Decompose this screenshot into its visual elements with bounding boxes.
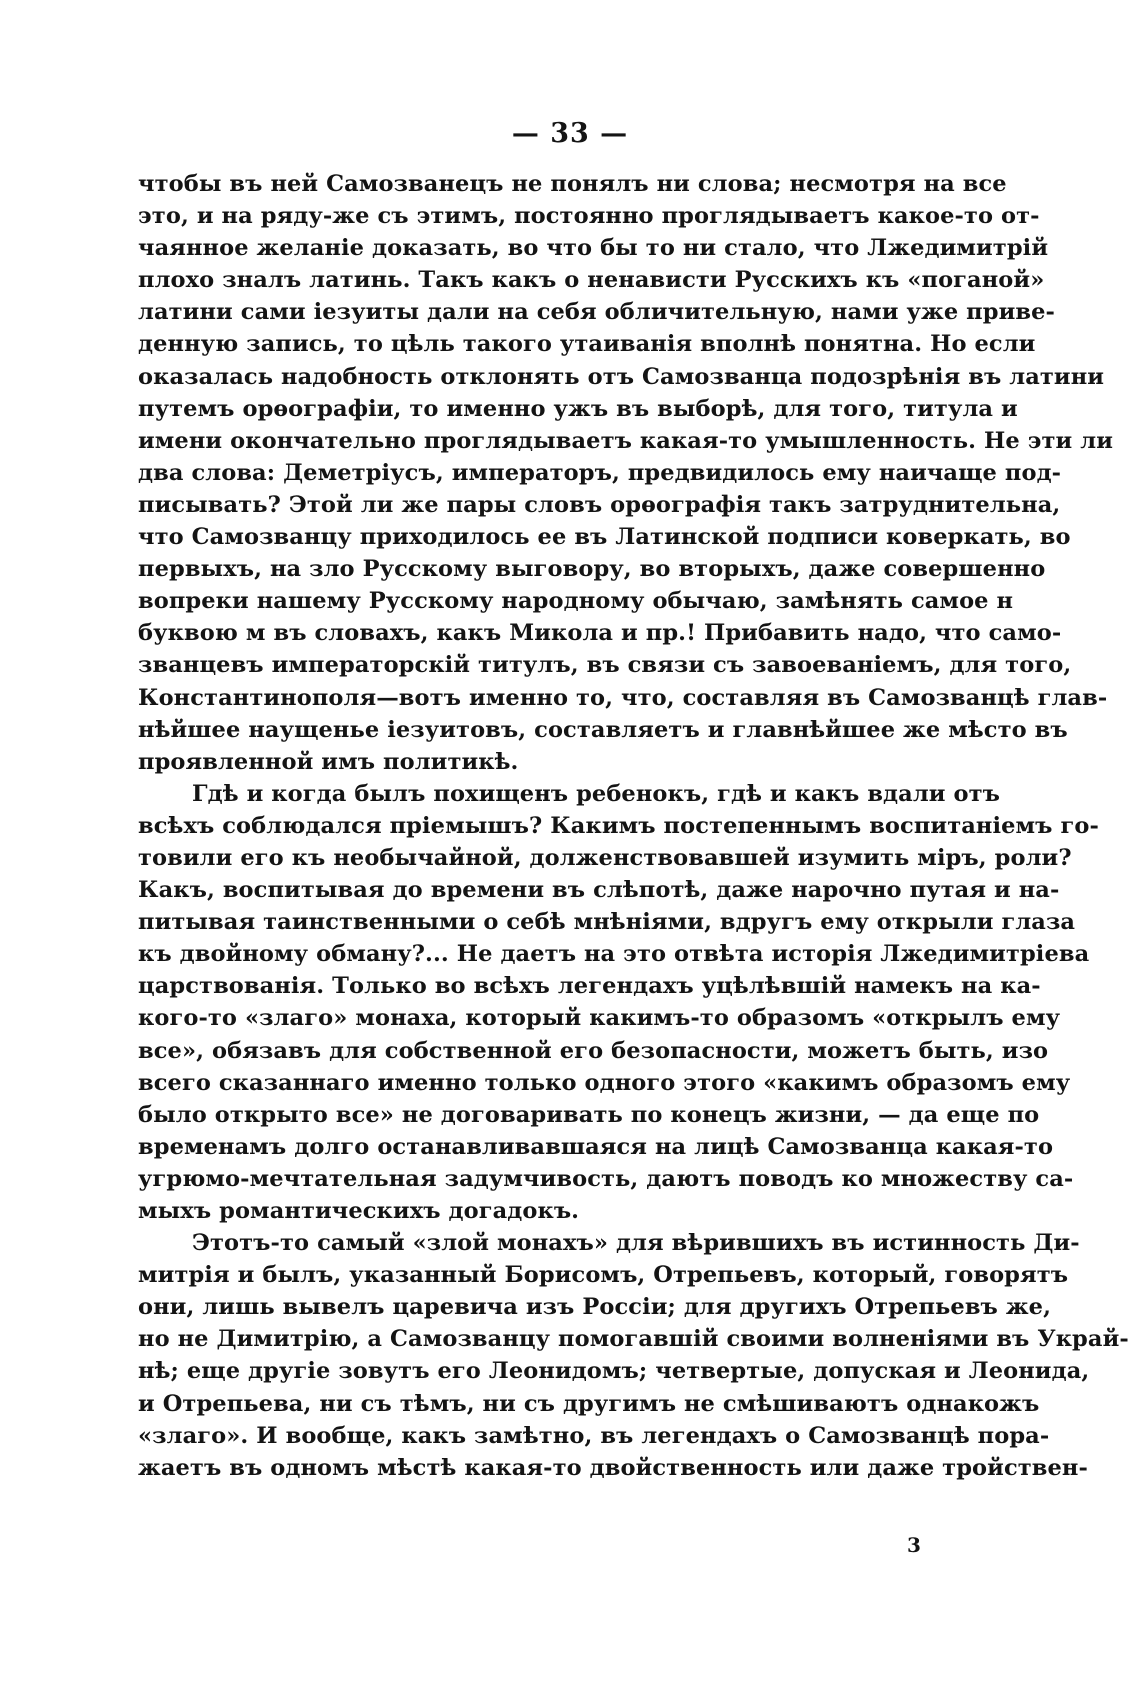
text-line: путемъ орѳографіи, то именно ужъ въ выборѣ, для того, титула и bbox=[138, 395, 1018, 422]
text-line: царствованія. Только во всѣхъ легендахъ уцѣлѣвшій намекъ на ка- bbox=[138, 973, 1041, 1000]
text-line: что Самозванцу приходилось ее въ Латинской подписи коверкать, во bbox=[138, 524, 1071, 551]
text-line: имени окончательно проглядываетъ какая-то умышленность. Не эти ли bbox=[138, 427, 1114, 454]
paragraph-2 bbox=[138, 778, 1099, 1227]
text-line: званцевъ императорскій титулъ, въ связи съ завоеваніемъ, для того, bbox=[138, 652, 1072, 679]
text-line: денную запись, то цѣль такого утаиванія вполнѣ понятна. Но если bbox=[138, 331, 1036, 358]
page-number: — 33 — bbox=[511, 118, 629, 149]
text-line: все», обязавъ для собственной его безопасности, можетъ быть, изо bbox=[138, 1037, 1049, 1064]
body-text bbox=[138, 168, 1129, 1484]
text-line-indent: Гдѣ и когда былъ похищенъ ребенокъ, гдѣ и какъ вдали отъ bbox=[192, 780, 1001, 807]
text-line: и Отрепьева, ни съ тѣмъ, ни съ другимъ не смѣшиваютъ однакожъ bbox=[138, 1390, 1040, 1417]
text-line: латини сами іезуиты дали на себя обличительную, нами уже приве- bbox=[138, 299, 1055, 326]
text-line: питывая таинственными о себѣ мнѣніями, вдругъ ему открыли глаза bbox=[138, 909, 1076, 936]
text-line: кого-то «злаго» монаха, который какимъ-то образомъ «открылъ ему bbox=[138, 1005, 1061, 1032]
text-line: было открыто все» не договаривать по конецъ жизни, — да еще по bbox=[138, 1101, 1040, 1128]
signature-mark: 3 bbox=[907, 1533, 921, 1557]
text-line: два слова: Деметріусъ, императоръ, предвидилось ему наичаще под- bbox=[138, 459, 1062, 486]
text-line-indent: Этотъ-то самый «злой монахъ» для вѣрившихъ въ истинность Ди- bbox=[192, 1230, 1080, 1257]
text-line: къ двойному обману?... Не даетъ на это отвѣта исторія Лжедимитріева bbox=[138, 941, 1090, 968]
text-line: чаянное желаніе доказать, во что бы то ни стало, что Лжедимитрій bbox=[138, 235, 1049, 262]
text-line: вопреки нашему Русскому народному обычаю, замѣнять самое н bbox=[138, 588, 1014, 615]
text-line: Какъ, воспитывая до времени въ слѣпотѣ, даже нарочно путая и на- bbox=[138, 877, 1060, 904]
text-line: всего сказаннаго именно только одного этого «какимъ образомъ ему bbox=[138, 1069, 1071, 1096]
text-line: «злаго». И вообще, какъ замѣтно, въ легендахъ о Самозванцѣ пора- bbox=[138, 1422, 1050, 1449]
text-line: товили его къ необычайной, долженствовавшей изумить міръ, роли? bbox=[138, 844, 1072, 871]
text-line-last: мыхъ романтическихъ догадокъ. bbox=[138, 1198, 580, 1224]
text-line: оказалась надобность отклонять отъ Самозванца подозрѣнія въ латини bbox=[138, 363, 1105, 390]
text-line: чтобы въ ней Самозванецъ не понялъ ни слова; несмотря на все bbox=[138, 171, 1007, 197]
text-line: нѣйшее наущенье іезуитовъ, составляетъ и главнѣйшее же мѣсто въ bbox=[138, 716, 1068, 743]
text-line: плохо зналъ латинь. Такъ какъ о ненависти Русскихъ къ «поганой» bbox=[138, 267, 1045, 294]
paragraph-3 bbox=[138, 1227, 1129, 1484]
text-line: первыхъ, на зло Русскому выговору, во вторыхъ, даже совершенно bbox=[138, 556, 1046, 583]
text-line: всѣхъ соблюдался пріемышъ? Какимъ постепеннымъ воспитаніемъ го- bbox=[138, 812, 1099, 839]
text-line: они, лишь вывелъ царевича изъ Россіи; для другихъ Отрепьевъ же, bbox=[138, 1294, 1052, 1321]
text-line: Константинополя—вотъ именно то, что, составляя въ Самозванцѣ глав- bbox=[138, 684, 1108, 711]
text-line: писывать? Этой ли же пары словъ орѳографія такъ затруднительна, bbox=[138, 491, 1061, 518]
text-line: временамъ долго останавливавшаяся на лицѣ Самозванца какая-то bbox=[138, 1133, 1054, 1160]
text-line: угрюмо-мечтательная задумчивость, даютъ поводъ ко множеству са- bbox=[138, 1165, 1074, 1192]
text-line: нѣ; еще другіе зовутъ его Леонидомъ; четвертые, допуская и Леонида, bbox=[138, 1358, 1090, 1385]
paragraph-1 bbox=[138, 168, 1114, 778]
text-line-last: проявленной имъ политикѣ. bbox=[138, 748, 519, 775]
text-line: митрія и былъ, указанный Борисомъ, Отрепьевъ, который, говорятъ bbox=[138, 1262, 1069, 1289]
text-line: жаетъ въ одномъ мѣстѣ какая-то двойственность или даже тройствен- bbox=[138, 1454, 1088, 1481]
text-line: это, и на ряду-же съ этимъ, постоянно проглядываетъ какое-то от- bbox=[138, 203, 1040, 230]
text-line: но не Димитрію, а Самозванцу помогавшій своими волненіями въ Украй- bbox=[138, 1326, 1129, 1353]
text-line: буквою м въ словахъ, какъ Микола и пр.! Прибавить надо, что само- bbox=[138, 620, 1062, 647]
